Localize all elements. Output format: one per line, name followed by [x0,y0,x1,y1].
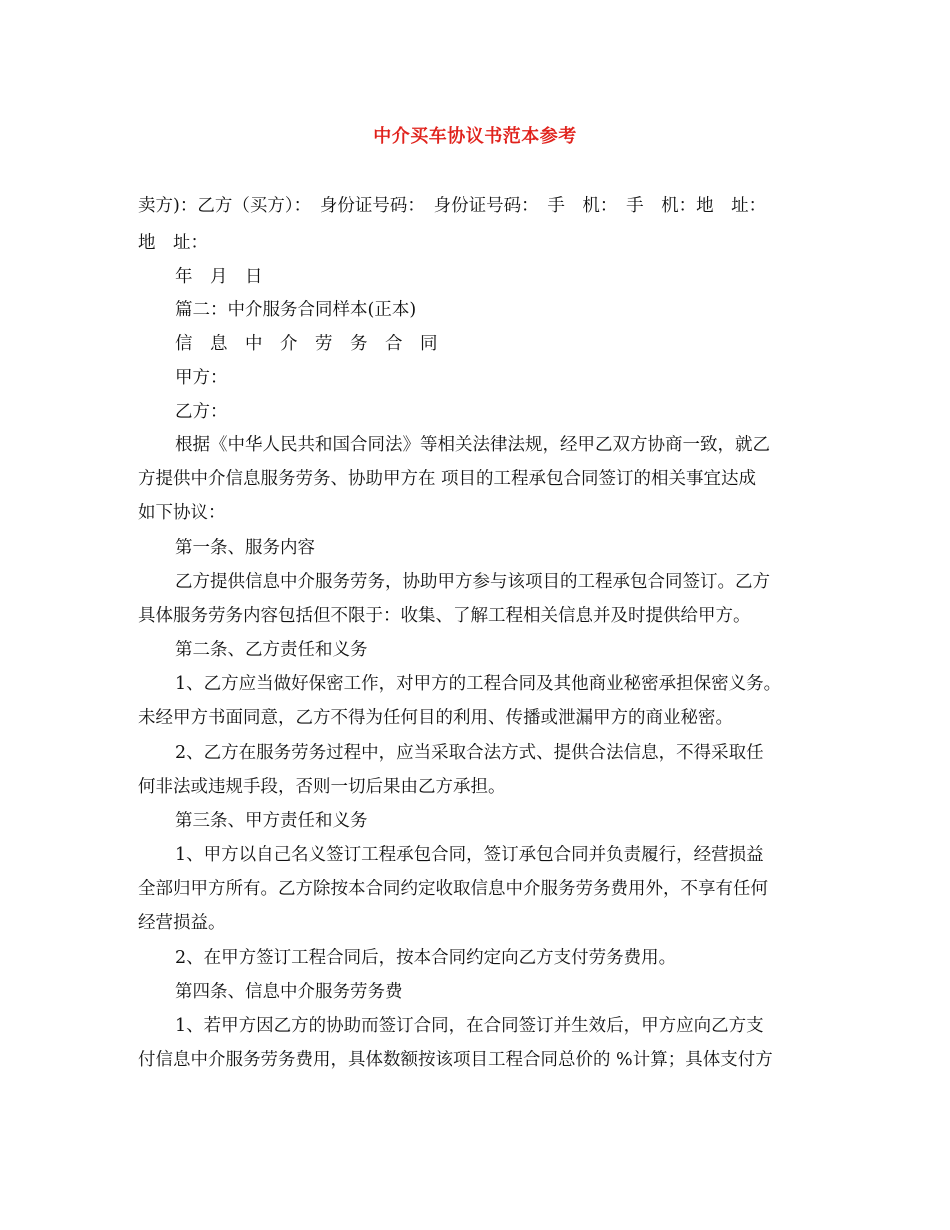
party-a-line: 甲方： [175,368,228,388]
paragraph-line: 1、乙方应当做好保密工作，对甲方的工程合同及其他商业秘密承担保密义务。 [175,674,782,694]
date-line: 年 月 日 [175,267,263,287]
section-heading: 篇二：中介服务合同样本(正本) [175,300,417,320]
article-heading: 第四条、信息中介服务劳务费 [175,982,403,1002]
contract-title: 信 息 中 介 劳 务 合 同 [175,334,438,354]
document-title: 中介买车协议书范本参考 [373,126,577,147]
paragraph-line: 1、甲方以自己名义签订工程承包合同，签订承包合同并负责履行，经营损益 [175,845,764,865]
paragraph-line: 2、在甲方签订工程合同后，按本合同约定向乙方支付劳务费用。 [175,948,677,968]
paragraph-line: 如下协议： [138,503,226,523]
party-b-line: 乙方： [175,402,228,422]
paragraph-line: 全部归甲方所有。乙方除按本合同约定收取信息中介服务劳务费用外，不享有任何 [138,879,768,899]
paragraph-line: 乙方提供信息中介服务劳务，协助甲方参与该项目的工程承包合同签订。乙方 [175,572,770,592]
article-heading: 第一条、服务内容 [175,538,315,558]
paragraph-line: 何非法或违规手段，否则一切后果由乙方承担。 [138,777,506,797]
address-line: 地 址： [138,233,208,253]
paragraph-line: 经营损益。 [138,913,226,933]
paragraph-line: 根据《中华人民共和国合同法》等相关法律法规，经甲乙双方协商一致，就乙 [175,435,770,455]
paragraph-line: 付信息中介服务劳务费用，具体数额按该项目工程合同总价的 %计算；具体支付方 [138,1050,773,1070]
article-heading: 第三条、甲方责任和义务 [175,811,368,831]
paragraph-line: 方提供中介信息服务劳务、协助甲方在 项目的工程承包合同签订的相关事宜达成 [138,469,757,489]
party-info-line: 卖方)：乙方（买方）： 身份证号码： 身份证号码： 手 机： 手 机：地 址： [138,196,767,216]
paragraph-line: 未经甲方书面同意，乙方不得为任何目的利用、传播或泄漏甲方的商业秘密。 [138,708,733,728]
paragraph-line: 具体服务劳务内容包括但不限于：收集、了解工程相关信息并及时提供给甲方。 [138,606,751,626]
article-heading: 第二条、乙方责任和义务 [175,640,368,660]
paragraph-line: 2、乙方在服务劳务过程中，应当采取合法方式、提供合法信息，不得采取任 [175,743,764,763]
paragraph-line: 1、若甲方因乙方的协助而签订合同，在合同签订并生效后，甲方应向乙方支 [175,1016,764,1036]
